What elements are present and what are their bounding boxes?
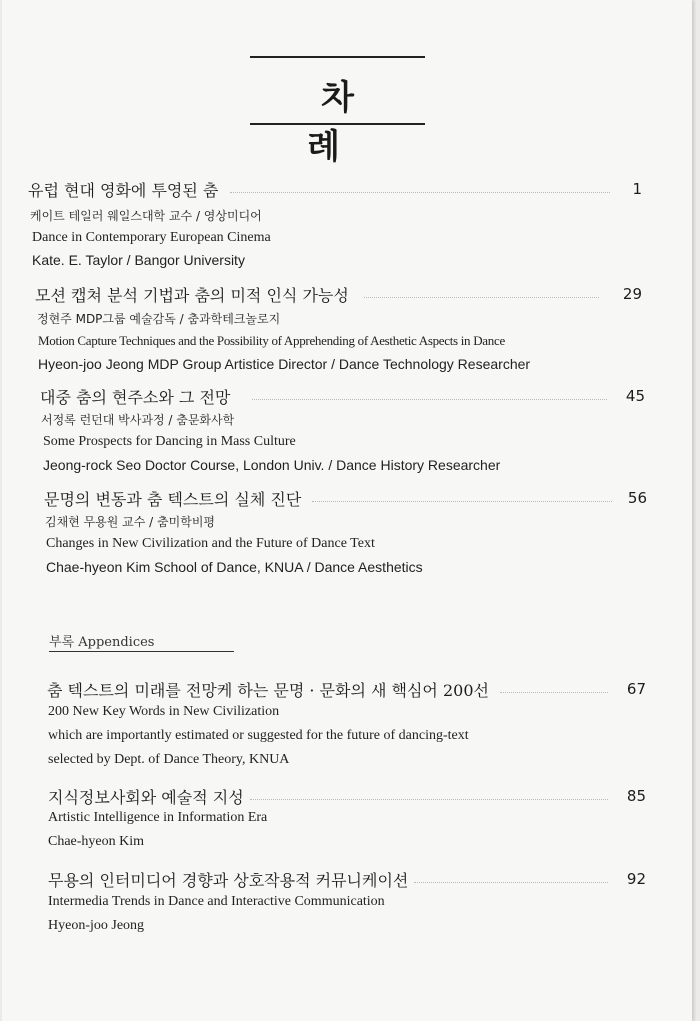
book-page: [2, 0, 692, 1021]
entry-title-english: Changes in New Civilization and the Future of Dance Text: [46, 536, 375, 551]
page-number: 56: [627, 489, 647, 507]
title-rule-top: [250, 56, 425, 58]
entry-author-korean: 김채현 무용원 교수 / 춤미학비평: [45, 515, 215, 529]
entry-author-english: Jeong-rock Seo Doctor Course, London Univ. / Dance History Researcher: [43, 457, 501, 473]
appendix-line: selected by Dept. of Dance Theory, KNUA: [48, 752, 290, 767]
entry-title: 춤 텍스트의 미래를 전망케 하는 문명 · 문화의 새 핵심어 200선: [47, 681, 489, 700]
appendix-line: Intermedia Trends in Dance and Interactive Communication: [48, 894, 385, 909]
appendix-line: 200 New Key Words in New Civilization: [48, 704, 280, 719]
title-rule-bottom: [250, 123, 425, 125]
entry-title: 지식정보사회와 예술적 지성: [48, 788, 244, 807]
dot-leader: [500, 692, 608, 693]
entry-title-english: Some Prospects for Dancing in Mass Culture: [43, 434, 296, 449]
entry-title: 유럽 현대 영화에 투영된 춤: [28, 181, 219, 200]
appendix-heading: 부록 Appendices: [49, 635, 155, 650]
page-number: 85: [626, 787, 646, 805]
page-number: 29: [622, 285, 642, 303]
entry-title: 무용의 인터미디어 경향과 상호작용적 커뮤니케이션: [48, 871, 409, 890]
page-number: 45: [625, 387, 645, 405]
appendix-line: Hyeon-joo Jeong: [48, 918, 145, 933]
entry-author-korean: 케이트 테일러 웨일스대학 교수 / 영상미디어: [30, 209, 262, 223]
appendix-rule: [49, 651, 234, 652]
entry-author-korean: 서정록 런던대 박사과정 / 춤문화사학: [41, 413, 235, 427]
dot-leader: [414, 882, 608, 883]
entry-title-english: Motion Capture Techniques and the Possibility of Apprehending of Aesthetic Aspects in Dance: [38, 333, 505, 348]
dot-leader: [364, 297, 599, 298]
entry-author-korean: 정현주 MDP그룹 예술감독 / 춤과학테크놀로지: [37, 312, 281, 326]
dot-leader: [250, 799, 608, 800]
entry-title-english: Dance in Contemporary European Cinema: [32, 230, 271, 245]
dot-leader: [252, 399, 607, 400]
entry-title: 모션 캡쳐 분석 기법과 춤의 미적 인식 가능성: [35, 286, 349, 305]
appendix-line: Artistic Intelligence in Information Era: [48, 810, 268, 825]
appendix-line: which are importantly estimated or suggested for the future of dancing-text: [48, 728, 469, 743]
dot-leader: [312, 501, 612, 502]
entry-title: 문명의 변동과 춤 텍스트의 실체 진단: [44, 490, 302, 509]
dot-leader: [230, 192, 610, 193]
page-number: 67: [626, 680, 646, 698]
entry-author-english: Kate. E. Taylor / Bangor University: [32, 252, 245, 268]
entry-author-english: Chae-hyeon Kim School of Dance, KNUA / Dance Aesthetics: [46, 559, 423, 575]
page-title: 차 례: [307, 78, 382, 167]
page-number: 92: [626, 870, 646, 888]
page-number: 1: [632, 180, 642, 198]
entry-author-english: Hyeon-joo Jeong MDP Group Artistice Director / Dance Technology Researcher: [38, 356, 531, 372]
entry-title: 대중 춤의 현주소와 그 전망: [40, 388, 231, 407]
appendix-line: Chae-hyeon Kim: [48, 834, 145, 849]
